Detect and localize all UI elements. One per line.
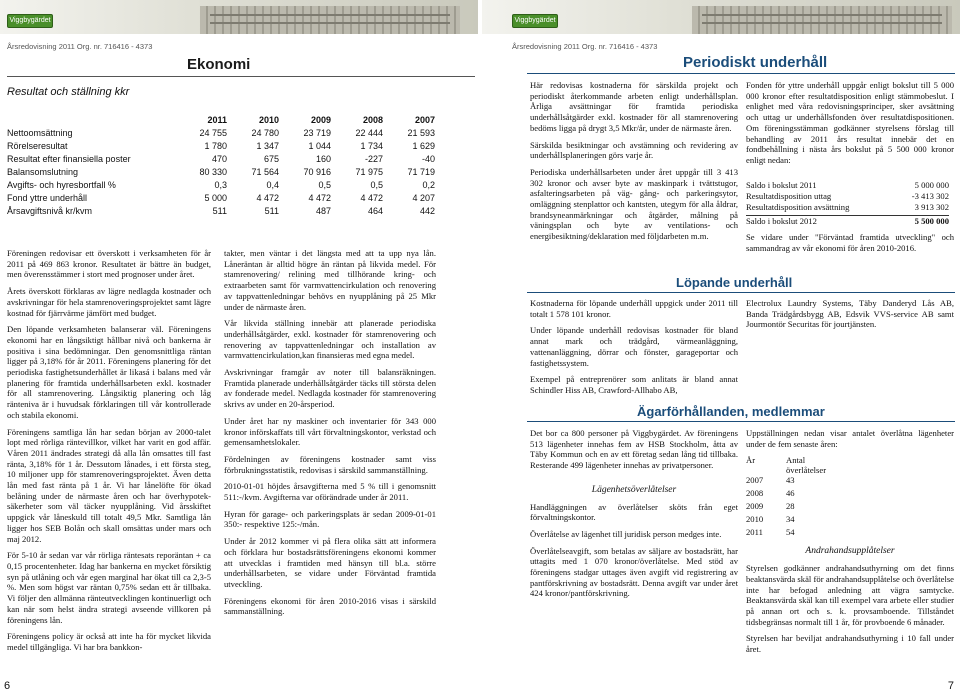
cell-value: 22 444 [355,127,383,138]
cell-value: 21 593 [407,127,435,138]
lagenhet-heading: Lägenhetsöverlåtelser [591,484,677,495]
paragraph: Avskrivningar framgår av noter till balansräkningen. Framtida planerade underhållsåtgärder täcks till största delen av fonderade medel. Nedlagda kostnader för stamrenovering skrivs av under en 20-årsperiod. [224,367,436,410]
fund-label: Resultatdisposition avsättning [746,202,850,212]
cell-value: 511 [264,205,279,216]
paragraph: För 5-10 år sedan var vår rörliga räntesats reporäntan + ca 0,15 procentenheter. Idag har bankerna en mycket försiktig syn på utlåning och vår egen marginal har ökat till ca 2,3-5 %. Men som högst var räntan 0,75% sedan ett år tillbaka. Vi följer den allmänna ränteutvecklingen kontinuerligt och kan när som helst ändra strategi avseende villkoren på föreningens lån. [7,550,211,625]
paragraph: Årets överskott förklaras av lägre nedlagda kostnader och avskrivningar för hela stamrenoveringsprojektet samt lägre kostnad för fjärrvärme jämfört med budget. [7,286,211,318]
right-logo: Viggbygärdet [512,14,558,28]
cell-value: -227 [364,153,383,164]
results-table-header [7,113,435,126]
lopande-column-2 [746,298,954,336]
cell-count: 34 [786,514,795,525]
fund-row [746,215,949,227]
right-meta: Årsredovisning 2011 Org. nr. 716416 - 4373 [512,42,658,51]
table-row [746,514,846,527]
row-label: Balansomslutning [7,166,79,177]
paragraph: Föreningen redovisar ett överskott i verksamheten för år 2011 på 469 863 kronor. Resultatet är bättre än budget, men överensstämmer i stort med prognoser under året. [7,248,211,280]
cell-value: 71 975 [355,166,383,177]
paragraph: Den löpande verksamheten balanserar väl. Föreningens ekonomi har en långsiktigt hållbar nivå och bankerna är positiva i sina bedömningar. Den genomsnittliga räntan ligger på 3,18% för år 2011. Föreningens planering för det periodiska fastighetsunderhållet är likasá i balans med vår planering för framtida underhållsarbeten exkl. kostnader för all stamrenovering. Långsiktig planering och låg ränteniva är i huvudsak förklaringen till vår kontrollerade och stabila ekonomi. [7,324,211,420]
paragraph: Här redovisas kostnaderna för särskilda projekt och periodiskt återkommande arbeten enligt underhållsplan. Årliga avsättningar för framtida periodiska underhållsåtgärder exkl. kostnader för all stamrenovering bedöms ligga på drygt 3,5 Mkr/år, under de närmaste åren. [530,80,738,133]
row-label: Fond yttre underhåll [7,192,88,203]
table-row [7,126,435,139]
cell-count: 43 [786,475,795,486]
cell-value: 1 347 [256,140,279,151]
paragraph: Föreningens policy är också att inte ha för mycket likvida medel tillgängliga. Vi har bra bankkon- [7,631,211,652]
cell-count: 28 [786,501,795,512]
table-row [7,178,435,191]
paragraph: Se vidare under "Förväntad framtida utveckling" och sammandrag av vår ekonomi för åren 2010-2016. [746,232,954,253]
row-label: Avgifts- och hyresbortfall % [7,179,116,190]
periodic-see-also [746,232,954,259]
year-header: 2008 [362,114,383,125]
paragraph: Vår likvida ställning innebär att planerade periodiska underhållsåtgärder, exkl. kostnader för stamrenovering och renovering av tappvattenledningar och installation av varmvattencirkulation,kan finansieras med egna medel. [224,318,436,361]
paragraph: Electrolux Laundry Systems, Täby Danderyd Lås AB, Banda Trädgårdsbygg AB, Edsvik VVS-service AB samt Jourmontör Securitas för jourtjänsten. [746,298,954,330]
paragraph: Hyran för garage- och parkeringsplats är sedan 2009-01-01 350:- respektive 125:-/mån. [224,508,436,530]
left-header-photo [0,0,478,34]
cell-value: 0,2 [422,179,435,190]
paragraph: Fonden för yttre underhåll uppgår enligt bokslut till 5 000 000 kronor efter resultatdisposition enligt stämmobeslut. I enlighet med våra redovisningsprinciper, sker avsättning och uttag ur underhållsfonden över resultatdispositionen. Om föreningsstämman godkänner styrelsens förslag till behandling av 2011 års resultat innebär det en fondbehållning i nästa års bokslut på 5 500 000 kronor enligt nedan: [746,80,954,165]
paragraph: Föreningens samtliga lån har sedan början av 2000-talet lopt med rörliga räntevillkor, vilket har varit en god affär. Våren 2011 ändrades strategi då alla lån omsattes till fast ränta, 3,18% för 1 år. Dessutom lånades, i ett första steg, 10 miljoner upp för stamrenoveringsprojektet. Även detta lån med fast ränta på 1 år. Vi har lånelöfte för ökad belåning under de närmaste åren och har överhypotek-säkerheter som väl täcker nyupplåning. Vid årsskiftet uppgick vår låneskuld till totalt 49,5 Mkr. Samtliga lån ligger hos SEB Bolån och skall omsättas under mars och maj 2012. [7,426,211,544]
paragraph: Under löpande underhåll redovisas kostnader för bland annat mark och trädgård, värmeanläggning, vattenanläggning, dörrar och fönster, garageportar och fastighetssystem. [530,325,738,368]
lopande-column-1 [530,298,738,402]
page-number: 7 [947,680,954,692]
paragraph: Överlåtelse av lägenhet till juridisk person medges inte. [530,528,722,539]
fund-row [746,191,949,202]
paragraph: Kostnaderna för löpande underhåll uppgick under 2011 till totalt 1 578 101 kronor. [530,298,738,319]
cell-value: 160 [315,153,331,164]
left-text-column-1 [7,248,211,659]
cell-value: 487 [315,205,331,216]
cell-year: 2007 [746,475,764,486]
right-section-title: Periodiskt underhåll [683,54,828,71]
paragraph: Fördelningen av föreningens kostnader samt viss förbrukningsstatistik, redovisas i särskild sammanställning. [224,453,436,475]
fund-row [746,180,949,191]
cell-value: 5 000 [204,192,227,203]
left-section-title: Ekonomi [187,56,251,73]
cell-value: 4 472 [308,192,331,203]
fund-label: Saldo i bokslut 2011 [746,180,817,190]
cell-value: 1 780 [204,140,227,151]
row-label: Årsavgiftsnivå kr/kvm [7,205,93,216]
cell-year: 2009 [746,501,764,512]
paragraph: Styrelsen har beviljat andrahandsuthyrning i 10 fall under året. [746,633,954,655]
cell-value: 442 [419,205,435,216]
table-row [7,139,435,152]
cell-value: 1 734 [360,140,383,151]
fund-summary [746,180,949,227]
cell-value: 4 472 [360,192,383,203]
cell-value: 1 044 [308,140,331,151]
fund-row [746,202,949,213]
fund-label: Saldo i bokslut 2012 [746,216,817,226]
cell-value: 0,3 [214,179,227,190]
row-label: Resultat efter finansiella poster [7,153,131,164]
cell-value: 70 916 [303,166,331,177]
periodic-text-column-1 [530,80,738,248]
table-row [746,475,846,488]
table-row [7,191,435,204]
paragraph: 2010-01-01 höjdes årsavgifterna med 5 % till i genomsnitt 511:-/kvm. Avgifterna var oförändrade under år 2011. [224,481,436,503]
cell-value: 0,4 [266,179,279,190]
cell-value: 464 [367,205,383,216]
fund-label: Resultatdisposition uttag [746,191,832,201]
paragraph: Periodiska underhållsarbeten under året uppgår till 3 413 302 kronor och avser byte av maskinpark i tvättstugor, asfalteringsarbeten på väg- gång- och parkeringsytor, omläggning stenplattor och kantsten, utegym för alla åldrar, brandsyneanmärkningar och åtgärder, målning på väningsplan och byte av ventilations- och energibesiktning/deklaration med följdarbeten m.m. [530,166,738,242]
table-row [746,501,846,514]
paragraph: Det bor ca 800 personer på Viggbygärdet. Av föreningens 513 lägenheter innehas fem av HSB Stockholm, åtta av Täby Kommun och en av ett företag sedan lång tid tillbaka. Resterande 499 lägenheter innehas av privatpersoner. [530,428,738,471]
cell-year: 2010 [746,514,764,525]
results-subheading: Resultat och ställning kkr [7,86,130,98]
cell-value: 470 [211,153,227,164]
table-row [746,488,846,501]
results-table [7,113,435,217]
cell-year: 2011 [746,527,763,538]
paragraph: Uppställningen nedan visar antalet överlåtna lägenheter under de fem senaste åren: [746,428,954,449]
year-header: 2011 [207,114,227,125]
fund-value: -3 413 302 [911,191,949,201]
agar-title: Ägarförhållanden, medlemmar [637,404,825,419]
cell-value: 675 [263,153,279,164]
overlatelser-table [746,455,846,540]
row-label: Nettoomsättning [7,127,73,138]
paragraph: Under år 2012 kommer vi på flera olika sätt att informera och förklara hur bostadsrättsföreningens ekonomi kommer att utvecklas i framtiden med hänsyn till bl.a. större underhållsarbeten, se vidare under Förväntad framtida utveckling. [224,536,436,589]
cell-value: 80 330 [199,166,227,177]
paragraph: Föreningens ekonomi för åren 2010-2016 visas i särskild sammanställning. [224,595,436,617]
year-header: 2010 [258,114,279,125]
left-text-column-2 [224,248,436,623]
fund-value: 5 500 000 [914,216,949,226]
andrahand-heading: Andrahandsupplåtelser [805,546,895,557]
fund-value: 3 913 302 [914,202,949,212]
paragraph: Under året har ny maskiner och inventarier för 343 000 kronor införskaffats till vårt förvaltningskontor, verkstad och gemensamhetslokaler. [224,415,436,448]
cell-count: 46 [786,488,795,499]
paragraph: Särskilda besiktningar och avstämning och revidering av underhållsplaneringen görs varje år. [530,139,738,161]
year-header: 2009 [310,114,331,125]
cell-value: 1 629 [412,140,435,151]
row-label: Rörelseresultat [7,140,68,151]
left-meta: Årsredovisning 2011 Org. nr. 716416 - 4373 [7,42,153,51]
cell-value: 71 719 [407,166,435,177]
agar-column-1 [530,428,738,605]
header-count: Antal överlåtelser [786,455,827,476]
table-row [7,152,435,165]
paragraph: takter, men väntar i det längsta med att ta upp nya lån. Låneräntan är alltid högre än räntan på likvida medel. För stamrenovering/ relining med tillhörande kring- och extraarbeten samt för varmvattencirkulation och renovering av tappvattenledningar behövs en nyupplåning på 25 Mkr under de närmaste åren. [224,248,436,312]
cell-count: 54 [786,527,795,538]
header-year: År [746,455,756,466]
cell-value: 0,5 [318,179,331,190]
cell-value: 4 472 [256,192,279,203]
cell-value: -40 [421,153,435,164]
cell-value: 4 207 [412,192,435,203]
table-row [746,527,846,540]
fund-value: 5 000 000 [914,180,949,190]
cell-year: 2008 [746,488,764,499]
cell-value: 24 780 [251,127,279,138]
cell-value: 24 755 [199,127,227,138]
cell-value: 511 [212,205,227,216]
paragraph: Styrelsen godkänner andrahandsuthyrning om det finns beaktansvärda skäl för andrahandsupplåtelse och överlåtelse inte har befogad anledning att vägra samtycke. Beaktansvärda skäl kan till exempel vara arbete eller studier på annan ort och s. k. provsamboende. Tillståndet tidsbegränsas normalt till 1 år, för provboende 6 månader. [746,563,954,627]
cell-value: 0,5 [370,179,383,190]
lopande-title: Löpande underhåll [676,275,793,290]
table-header [746,455,846,475]
page-number: 6 [4,680,11,692]
paragraph: Överlåtelseavgift, som betalas av säljare av bostadsrätt, har uttagits med 1 070 kronor/överlåtelse. Med stöd av föreningens stadgar uttages även avgift vid registrering av pantförskrivning av bostadsrätt. Denna avgift var under året 424 kronor/pantförskrivning. [530,545,738,599]
agar-column-2 [746,428,954,661]
paragraph: Exempel på entreprenörer som anlitats är bland annat Schindler Hiss AB, Crawford-Allhabo AB, [530,374,738,395]
table-row [7,204,435,217]
paragraph: Handläggningen av överlåtelser sköts från eget förvaltningskontor. [530,501,738,523]
table-row [7,165,435,178]
year-header: 2007 [414,114,435,125]
periodic-text-column-2 [746,80,954,172]
cell-value: 23 719 [303,127,331,138]
left-logo: Viggbygärdet [7,14,53,28]
cell-value: 71 564 [251,166,279,177]
